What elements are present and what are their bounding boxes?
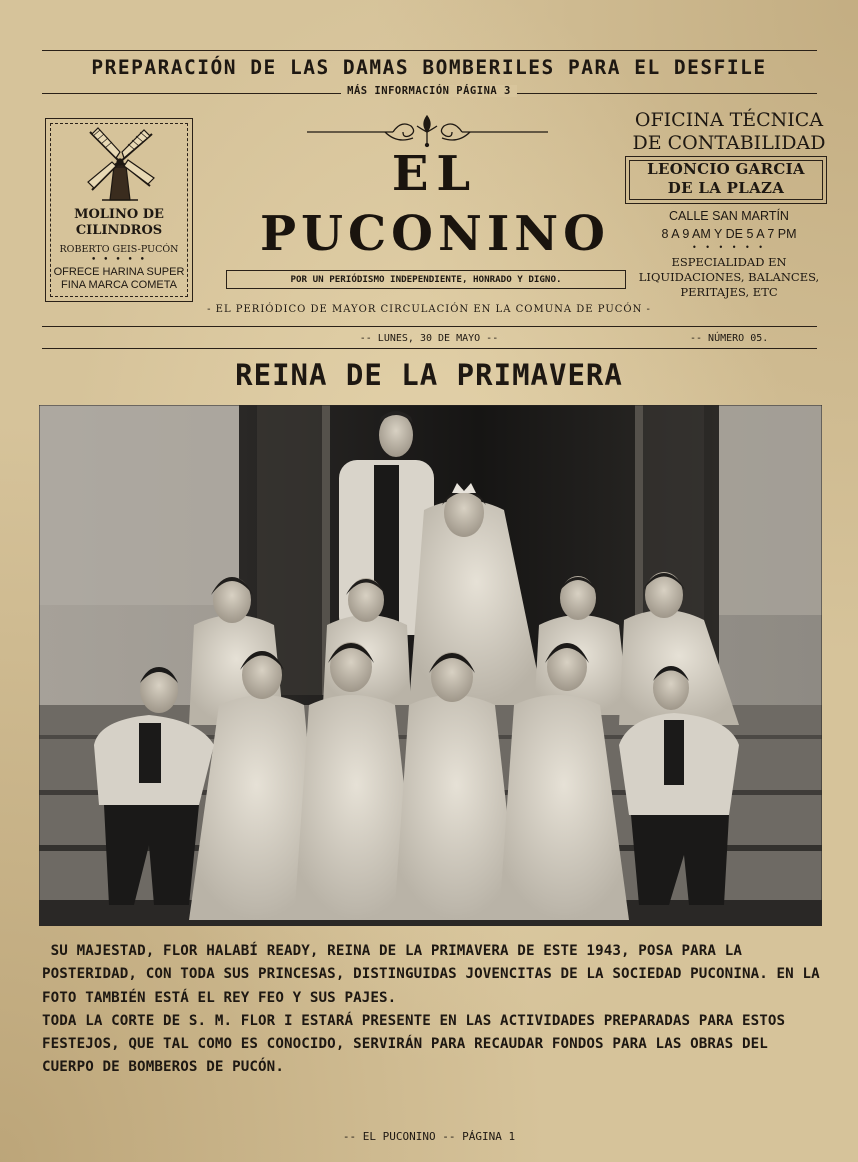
windmill-icon [80, 122, 160, 204]
circulation-note: - EL PERIÓDICO DE MAYOR CIRCULACIÓN EN LA COMUNA DE PUCÓN - [207, 304, 651, 315]
newspaper-title-line1: EL [391, 146, 479, 202]
front-headline[interactable]: PREPARACIÓN DE LAS DAMAS BOMBERILES PARA EL DESFILE [91, 56, 767, 79]
article-paragraph-2: TODA LA CORTE DE S. M. FLOR I ESTARÁ PRESENTE EN LAS ACTIVIDADES PREPARADAS PARA ESTOS FESTEJOS, QUE TAL COMO ES CONOCIDO, SERVIRÁN PARA RECAUDAR FONDOS PARA LAS OBRAS DEL CUERPO DE BOMBEROS DE PUCÓN. [42, 1012, 786, 1076]
newspaper-tagline: POR UN PERIÓDISMO INDEPENDIENTE, HONRADO Y DIGNO. [226, 270, 626, 289]
top-rule [42, 50, 817, 51]
article-body [42, 940, 829, 1080]
article-paragraph-1: SU MAJESTAD, FLOR HALABÍ READY, REINA DE LA PRIMAVERA DE ESTE 1943, POSA PARA LA POSTERIDAD, CON TODA SUS PRINCESAS, DISTINGUIDAS JOVENCITAS DE LA SOCIEDAD PUCONINA. EN LA FOTO TAMBIÉN ESTÁ EL REY FEO Y SUS PAJES. [42, 943, 829, 1006]
more-info-text[interactable]: MÁS INFORMACIÓN PÁGINA 3 [341, 85, 517, 97]
more-info-link[interactable] [0, 85, 858, 97]
newspaper-title-line2: PUCONINO [260, 206, 610, 262]
office-ad-line2: DE CONTABILIDAD [632, 132, 826, 154]
page-footer: -- EL PUCONINO -- PÁGINA 1 [342, 1130, 516, 1143]
article-title: REINA DE LA PRIMAVERA [235, 358, 623, 392]
office-ad-street: CALLE SAN MARTÍN [669, 209, 789, 223]
edition-rule [42, 348, 817, 349]
office-ad-name-line2: DE LA PLAZA [667, 179, 785, 197]
office-ad-hours: 8 A 9 AM Y DE 5 A 7 PM [661, 227, 797, 241]
edition-issue-number: -- NÚMERO 05. [690, 333, 769, 344]
office-ad-name-line1: LEONCIO GARCIA [647, 160, 805, 178]
court-photograph [39, 405, 822, 926]
mill-ad-divider: • • • • • [91, 255, 147, 265]
mill-ad-title: MOLINO DE CILINDROS [74, 207, 164, 238]
edition-date: -- LUNES, 30 DE MAYO -- [359, 333, 499, 344]
office-ad-divider: • • • • • • [691, 243, 767, 252]
office-ad-specialty: ESPECIALIDAD EN LIQUIDACIONES, BALANCES, PERITAJES, ETC [638, 255, 820, 299]
mill-advertisement [45, 118, 193, 302]
office-ad-line1: OFICINA TÉCNICA [634, 109, 824, 131]
mill-ad-offer: OFRECE HARINA SUPER FINA MARCA COMETA [53, 266, 185, 291]
flourish-ornament-icon [305, 112, 550, 148]
mill-ad-owner: ROBERTO GEIS-PUCÓN [59, 244, 179, 255]
office-ad-name-box [625, 156, 827, 204]
masthead-bottom-rule [42, 326, 817, 327]
